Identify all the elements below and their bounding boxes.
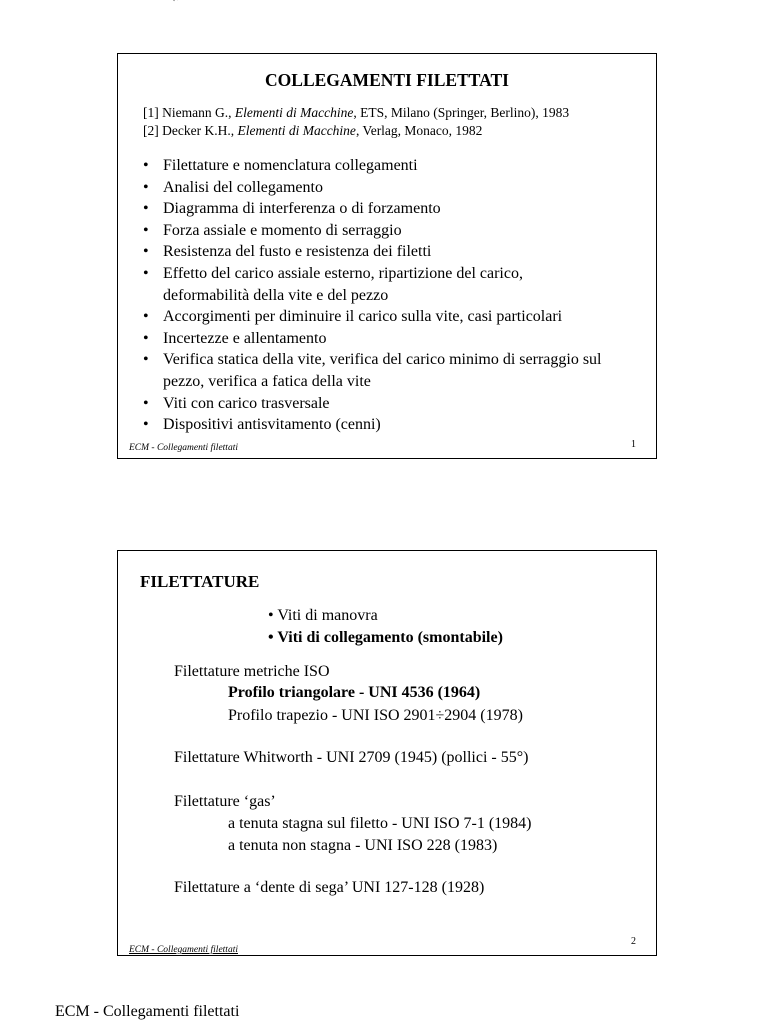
slide-footer: ECM - Collegamenti filettati	[129, 945, 238, 955]
page-number: 1	[631, 439, 636, 450]
text-line: Profilo trapezio - UNI ISO 2901÷2904 (1978)	[228, 707, 523, 724]
section-heading: Filettature Whitworth - UNI 2709 (1945) (pollici - 55°)	[174, 749, 529, 766]
reference-2: [2] Decker K.H., Elementi di Macchine, Verlag, Monaco, 1982	[143, 123, 483, 138]
page-number: 2	[631, 936, 636, 947]
list-item: • Dispositivi antisvitamento (cenni)	[141, 414, 643, 436]
slide-title: FILETTATURE	[140, 572, 260, 591]
list-item: • Forza assiale e momento di serraggio	[141, 220, 643, 242]
page-footer: ECM - Collegamenti filettati	[55, 1003, 240, 1020]
slide-2	[117, 550, 657, 956]
list-item: • Viti di manovra	[268, 607, 378, 624]
section-heading: Filettature ‘gas’	[174, 793, 276, 810]
list-item: • Diagramma di interferenza o di forzamento	[141, 198, 643, 220]
slide-1	[117, 53, 657, 459]
text-line: a tenuta non stagna - UNI ISO 228 (1983)	[228, 837, 498, 854]
university-seal-icon	[100, 0, 200, 8]
list-item: • Accorgimenti per diminuire il carico sulla vite, casi particolari	[141, 306, 643, 328]
slide-footer: ECM - Collegamenti filettati	[129, 443, 238, 453]
section-heading: Filettature a ‘dente di sega’ UNI 127-128 (1928)	[174, 879, 485, 896]
references	[143, 104, 569, 140]
list-item: • Effetto del carico assiale esterno, ripartizione del carico, deformabilità della vite e del pezzo	[141, 263, 608, 306]
list-item: • Analisi del collegamento	[141, 177, 643, 199]
section-heading: Filettature metriche ISO	[174, 663, 330, 680]
text-line: Profilo triangolare - UNI 4536 (1964)	[228, 684, 481, 701]
reference-1: [1] Niemann G., Elementi di Macchine, ETS, Milano (Springer, Berlino), 1983	[143, 105, 570, 120]
list-item: • Resistenza del fusto e resistenza dei filetti	[141, 241, 643, 263]
list-item: • Verifica statica della vite, verifica del carico minimo di serraggio sul pezzo, verifica a fatica della vite	[141, 349, 643, 392]
list-item: • Viti con carico trasversale	[141, 393, 643, 415]
list-item: • Filettature e nomenclatura collegamenti	[141, 155, 643, 177]
list-item: • Viti di collegamento (smontabile)	[268, 629, 503, 646]
slide-title: COLLEGAMENTI FILETTATI	[265, 70, 509, 90]
topic-list	[141, 155, 643, 436]
list-item: • Incertezze e allentamento	[141, 328, 643, 350]
text-line: a tenuta stagna sul filetto - UNI ISO 7-1 (1984)	[228, 815, 532, 832]
